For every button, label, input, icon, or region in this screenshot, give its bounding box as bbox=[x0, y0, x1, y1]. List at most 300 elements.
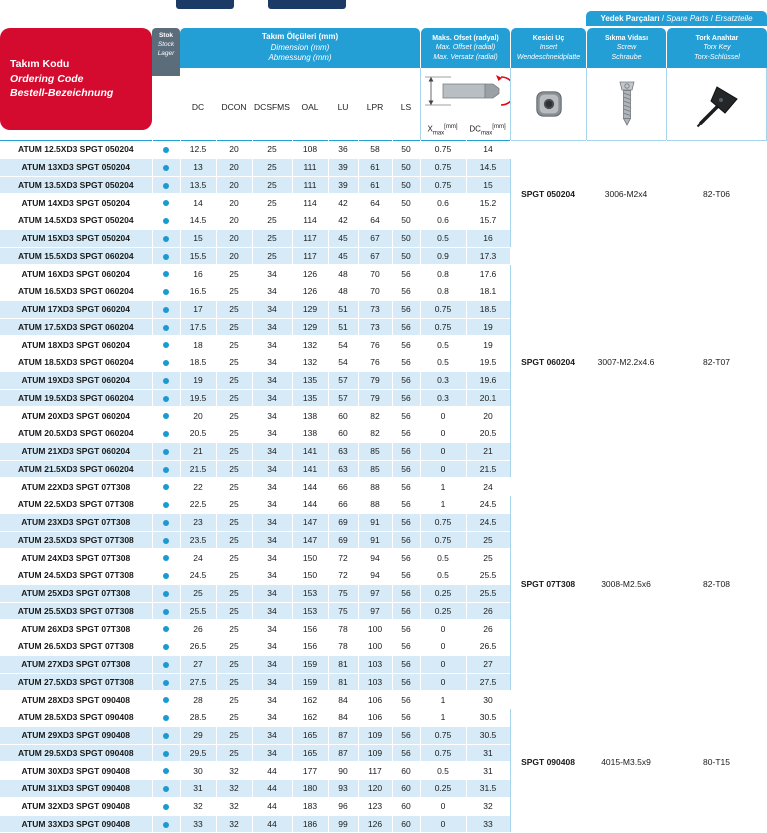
xmax-cell: 0 bbox=[420, 815, 466, 833]
stock-cell bbox=[152, 300, 180, 318]
dcsfms-cell: 34 bbox=[252, 691, 292, 709]
lu-cell: 54 bbox=[328, 354, 358, 372]
dcmax-base: DC bbox=[469, 124, 481, 134]
ls-cell: 56 bbox=[392, 300, 420, 318]
dcmax-cell: 25 bbox=[466, 549, 510, 567]
xmax-sub: max bbox=[432, 130, 445, 137]
ls-cell: 56 bbox=[392, 318, 420, 336]
dcmax-cell: 19 bbox=[466, 318, 510, 336]
lu-cell: 69 bbox=[328, 513, 358, 531]
stock-cell bbox=[152, 744, 180, 762]
stock-cell bbox=[152, 620, 180, 638]
dc-cell: 13.5 bbox=[180, 176, 216, 194]
stock-dot bbox=[163, 307, 169, 313]
col-label-lu: LU bbox=[337, 102, 349, 112]
dcsfms-cell: 34 bbox=[252, 336, 292, 354]
col-label-ls: LS bbox=[400, 102, 412, 112]
lpr-cell: 67 bbox=[358, 247, 392, 265]
xmax-cell: 0 bbox=[420, 620, 466, 638]
lu-cell: 81 bbox=[328, 655, 358, 673]
lu-cell: 75 bbox=[328, 584, 358, 602]
tool-code-cell: ATUM 18.5XD3 SPGT 060204 bbox=[0, 354, 152, 372]
dcmax-cell: 21 bbox=[466, 442, 510, 460]
stock-cell bbox=[152, 531, 180, 549]
lpr-cell: 94 bbox=[358, 567, 392, 585]
stock-cell bbox=[152, 602, 180, 620]
lpr-cell: 79 bbox=[358, 389, 392, 407]
dcon-cell: 25 bbox=[216, 744, 252, 762]
dcon-cell: 25 bbox=[216, 460, 252, 478]
oal-cell: 138 bbox=[292, 425, 328, 443]
stock-dot bbox=[163, 697, 169, 703]
ls-cell: 56 bbox=[392, 283, 420, 301]
dcmax-cell: 25 bbox=[466, 531, 510, 549]
stock-dot bbox=[163, 325, 169, 331]
lu-cell: 66 bbox=[328, 478, 358, 496]
lpr-cell: 61 bbox=[358, 176, 392, 194]
ls-cell: 56 bbox=[392, 442, 420, 460]
lu-cell: 57 bbox=[328, 389, 358, 407]
dcsfms-cell: 34 bbox=[252, 354, 292, 372]
dcsfms-cell: 34 bbox=[252, 513, 292, 531]
tool-code-cell: ATUM 22XD3 SPGT 07T308 bbox=[0, 478, 152, 496]
oal-cell: 135 bbox=[292, 389, 328, 407]
dcmax-cell: 24.5 bbox=[466, 496, 510, 514]
dcmax-cell: 26.5 bbox=[466, 638, 510, 656]
dcsfms-cell: 44 bbox=[252, 797, 292, 815]
tool-code-cell: ATUM 16.5XD3 SPGT 060204 bbox=[0, 283, 152, 301]
ls-cell: 56 bbox=[392, 354, 420, 372]
insert-cell: SPGT 060204 bbox=[510, 247, 586, 478]
dcon-cell: 32 bbox=[216, 780, 252, 798]
screw-label-de: Schraube bbox=[611, 53, 642, 61]
tool-code-cell: ATUM 13XD3 SPGT 050204 bbox=[0, 158, 152, 176]
tool-code-cell: ATUM 18XD3 SPGT 060204 bbox=[0, 336, 152, 354]
oal-cell: 114 bbox=[292, 212, 328, 230]
stock-cell bbox=[152, 478, 180, 496]
xmax-cell: 0.6 bbox=[420, 212, 466, 230]
oal-cell: 126 bbox=[292, 283, 328, 301]
stock-cell bbox=[152, 797, 180, 815]
stock-cell bbox=[152, 726, 180, 744]
dcon-cell: 25 bbox=[216, 318, 252, 336]
torx-cell: 82-T06 bbox=[666, 141, 767, 248]
dc-cell: 25 bbox=[180, 584, 216, 602]
xmax-cell: 0.5 bbox=[420, 567, 466, 585]
insert-icon bbox=[534, 89, 564, 119]
ordering-code-header bbox=[0, 28, 152, 130]
xmax-cell: 0.75 bbox=[420, 158, 466, 176]
dcon-cell: 25 bbox=[216, 478, 252, 496]
lu-cell: 69 bbox=[328, 531, 358, 549]
dcon-cell: 25 bbox=[216, 354, 252, 372]
clipped-tab bbox=[176, 0, 234, 9]
ls-cell: 50 bbox=[392, 247, 420, 265]
oal-cell: 111 bbox=[292, 158, 328, 176]
dcsfms-cell: 34 bbox=[252, 602, 292, 620]
offset-label-tr: Maks. Ofset (radyal) bbox=[432, 35, 499, 43]
dcsfms-cell: 34 bbox=[252, 673, 292, 691]
xmax-cell: 0.25 bbox=[420, 602, 466, 620]
dcsfms-cell: 34 bbox=[252, 531, 292, 549]
dcsfms-cell: 34 bbox=[252, 567, 292, 585]
screw-label-en: Screw bbox=[616, 44, 637, 52]
xmax-cell: 0.75 bbox=[420, 318, 466, 336]
stock-dot bbox=[163, 378, 169, 384]
tool-code-cell: ATUM 28.5XD3 SPGT 090408 bbox=[0, 709, 152, 727]
lu-cell: 87 bbox=[328, 726, 358, 744]
tool-code-cell: ATUM 20.5XD3 SPGT 060204 bbox=[0, 425, 152, 443]
oal-cell: 135 bbox=[292, 371, 328, 389]
lu-cell: 78 bbox=[328, 638, 358, 656]
lu-cell: 63 bbox=[328, 442, 358, 460]
dcon-cell: 25 bbox=[216, 425, 252, 443]
stock-dot bbox=[163, 520, 169, 526]
dcon-cell: 25 bbox=[216, 726, 252, 744]
screw-icon bbox=[617, 81, 637, 127]
ls-cell: 50 bbox=[392, 212, 420, 230]
dcon-cell: 20 bbox=[216, 212, 252, 230]
dcmax-cell: 14 bbox=[466, 141, 510, 159]
screw-icon-zone bbox=[586, 68, 666, 140]
stock-cell bbox=[152, 709, 180, 727]
lu-cell: 75 bbox=[328, 602, 358, 620]
ls-cell: 56 bbox=[392, 691, 420, 709]
xmax-cell: 1 bbox=[420, 709, 466, 727]
lpr-cell: 73 bbox=[358, 318, 392, 336]
dc-cell: 17 bbox=[180, 300, 216, 318]
dcon-cell: 25 bbox=[216, 442, 252, 460]
lu-cell: 42 bbox=[328, 194, 358, 212]
stock-dot bbox=[163, 715, 169, 721]
ls-cell: 56 bbox=[392, 638, 420, 656]
lu-cell: 42 bbox=[328, 212, 358, 230]
ls-cell: 56 bbox=[392, 371, 420, 389]
ordering-table-body bbox=[0, 141, 767, 833]
oal-cell: 180 bbox=[292, 780, 328, 798]
dcsfms-cell: 34 bbox=[252, 425, 292, 443]
dcmax-cell: 31 bbox=[466, 744, 510, 762]
dc-cell: 29 bbox=[180, 726, 216, 744]
stock-dot bbox=[163, 733, 169, 739]
stock-cell bbox=[152, 407, 180, 425]
dcmax-cell: 31.5 bbox=[466, 780, 510, 798]
stock-dot bbox=[163, 218, 169, 224]
dcmax-cell: 27.5 bbox=[466, 673, 510, 691]
table-row bbox=[0, 141, 767, 159]
oal-cell: 177 bbox=[292, 762, 328, 780]
dcon-cell: 25 bbox=[216, 709, 252, 727]
dcmax-cell: 20 bbox=[466, 407, 510, 425]
insert-header bbox=[511, 28, 586, 68]
tool-code-cell: ATUM 21XD3 SPGT 060204 bbox=[0, 442, 152, 460]
xmax-cell: 0 bbox=[420, 407, 466, 425]
tool-code-cell: ATUM 23XD3 SPGT 07T308 bbox=[0, 513, 152, 531]
oal-cell: 165 bbox=[292, 726, 328, 744]
xmax-cell: 0.8 bbox=[420, 265, 466, 283]
stock-dot bbox=[163, 183, 169, 189]
stock-cell bbox=[152, 229, 180, 247]
stock-dot bbox=[163, 573, 169, 579]
dcsfms-cell: 44 bbox=[252, 762, 292, 780]
ls-cell: 56 bbox=[392, 744, 420, 762]
col-label-dcon: DCON bbox=[221, 102, 247, 112]
stock-cell bbox=[152, 815, 180, 833]
dc-cell: 19.5 bbox=[180, 389, 216, 407]
ls-cell: 60 bbox=[392, 780, 420, 798]
stock-dot bbox=[163, 786, 169, 792]
stock-header bbox=[152, 28, 180, 76]
torx-cell: 82-T07 bbox=[666, 247, 767, 478]
lpr-cell: 100 bbox=[358, 620, 392, 638]
torx-key-icon-zone bbox=[666, 68, 767, 140]
stock-cell bbox=[152, 283, 180, 301]
lpr-cell: 61 bbox=[358, 158, 392, 176]
lu-cell: 60 bbox=[328, 407, 358, 425]
screw-header bbox=[587, 28, 666, 68]
xmax-base: X bbox=[427, 124, 433, 134]
tool-code-cell: ATUM 12.5XD3 SPGT 050204 bbox=[0, 141, 152, 159]
lpr-cell: 58 bbox=[358, 141, 392, 159]
dc-cell: 30 bbox=[180, 762, 216, 780]
dc-cell: 15 bbox=[180, 229, 216, 247]
dcon-cell: 32 bbox=[216, 762, 252, 780]
dcsfms-cell: 34 bbox=[252, 620, 292, 638]
dc-cell: 23.5 bbox=[180, 531, 216, 549]
tool-code-cell: ATUM 13.5XD3 SPGT 050204 bbox=[0, 176, 152, 194]
clipped-tab bbox=[268, 0, 346, 9]
ls-cell: 56 bbox=[392, 726, 420, 744]
stock-dot bbox=[163, 147, 169, 153]
dcmax-cell: 25.5 bbox=[466, 567, 510, 585]
offset-label-en: Max. Offset (radial) bbox=[435, 44, 496, 52]
stock-dot bbox=[163, 271, 169, 277]
ls-cell: 50 bbox=[392, 229, 420, 247]
dcon-cell: 25 bbox=[216, 655, 252, 673]
dcmax-cell: 27 bbox=[466, 655, 510, 673]
dcmax-cell: 15.7 bbox=[466, 212, 510, 230]
dc-cell: 13 bbox=[180, 158, 216, 176]
stock-cell bbox=[152, 496, 180, 514]
dcmax-cell: 19.5 bbox=[466, 354, 510, 372]
dimensions-label-tr: Takım Ölçüleri (mm) bbox=[261, 32, 339, 42]
dc-cell: 26 bbox=[180, 620, 216, 638]
tool-code-cell: ATUM 22.5XD3 SPGT 07T308 bbox=[0, 496, 152, 514]
stock-cell bbox=[152, 141, 180, 159]
col-label-dc: DC bbox=[191, 102, 205, 112]
lpr-cell: 103 bbox=[358, 673, 392, 691]
dcon-cell: 25 bbox=[216, 371, 252, 389]
xmax-cell: 0.75 bbox=[420, 300, 466, 318]
dcon-cell: 25 bbox=[216, 691, 252, 709]
dc-cell: 23 bbox=[180, 513, 216, 531]
dcsfms-cell: 34 bbox=[252, 371, 292, 389]
col-label-oal: OAL bbox=[301, 102, 319, 112]
dcmax-cell: 21.5 bbox=[466, 460, 510, 478]
table-row bbox=[0, 691, 767, 709]
tool-code-cell: ATUM 30XD3 SPGT 090408 bbox=[0, 762, 152, 780]
torx-label-tr: Tork Anahtar bbox=[695, 35, 739, 43]
dcmax-unit: [mm] bbox=[492, 124, 506, 130]
xmax-cell: 1 bbox=[420, 691, 466, 709]
dcmax-cell: 18.1 bbox=[466, 283, 510, 301]
ls-cell: 56 bbox=[392, 496, 420, 514]
dc-cell: 24 bbox=[180, 549, 216, 567]
stock-dot bbox=[163, 467, 169, 473]
stock-cell bbox=[152, 247, 180, 265]
dcsfms-cell: 34 bbox=[252, 478, 292, 496]
ls-cell: 56 bbox=[392, 620, 420, 638]
stock-dot bbox=[163, 662, 169, 668]
torx-key-icon bbox=[695, 79, 739, 129]
dcsfms-cell: 34 bbox=[252, 496, 292, 514]
oal-cell: 159 bbox=[292, 673, 328, 691]
xmax-cell: 0.3 bbox=[420, 371, 466, 389]
ordering-table bbox=[0, 140, 767, 833]
stock-dot bbox=[163, 804, 169, 810]
ordering-code-label-tr: Takım Kodu bbox=[10, 57, 70, 70]
stock-dot bbox=[163, 768, 169, 774]
dcon-cell: 25 bbox=[216, 567, 252, 585]
stock-dot bbox=[163, 254, 169, 260]
stock-cell bbox=[152, 584, 180, 602]
stock-cell bbox=[152, 425, 180, 443]
dcsfms-cell: 44 bbox=[252, 815, 292, 833]
dcmax-cell: 20.1 bbox=[466, 389, 510, 407]
xmax-cell: 0.8 bbox=[420, 283, 466, 301]
tool-code-cell: ATUM 19XD3 SPGT 060204 bbox=[0, 371, 152, 389]
oal-cell: 153 bbox=[292, 584, 328, 602]
oal-cell: 138 bbox=[292, 407, 328, 425]
oal-cell: 147 bbox=[292, 513, 328, 531]
dcmax-cell: 24.5 bbox=[466, 513, 510, 531]
lpr-cell: 120 bbox=[358, 780, 392, 798]
stock-cell bbox=[152, 318, 180, 336]
col-label-lpr: LPR bbox=[366, 102, 384, 112]
dc-cell: 24.5 bbox=[180, 567, 216, 585]
dcsfms-cell: 34 bbox=[252, 584, 292, 602]
stock-cell bbox=[152, 673, 180, 691]
lpr-cell: 73 bbox=[358, 300, 392, 318]
stock-cell bbox=[152, 549, 180, 567]
xmax-cell: 0.75 bbox=[420, 726, 466, 744]
dcon-cell: 20 bbox=[216, 141, 252, 159]
dcmax-column-label bbox=[465, 118, 510, 138]
oal-cell: 141 bbox=[292, 460, 328, 478]
insert-label-en: Insert bbox=[539, 44, 558, 52]
lu-cell: 84 bbox=[328, 691, 358, 709]
screw-label-tr: Sıkma Vidası bbox=[604, 35, 649, 43]
ls-cell: 60 bbox=[392, 762, 420, 780]
dc-cell: 15.5 bbox=[180, 247, 216, 265]
lu-cell: 48 bbox=[328, 283, 358, 301]
dcon-cell: 32 bbox=[216, 815, 252, 833]
dcon-cell: 25 bbox=[216, 620, 252, 638]
dc-cell: 16 bbox=[180, 265, 216, 283]
lpr-cell: 76 bbox=[358, 336, 392, 354]
dcsfms-cell: 25 bbox=[252, 212, 292, 230]
oal-cell: 165 bbox=[292, 744, 328, 762]
dcon-cell: 25 bbox=[216, 584, 252, 602]
lpr-cell: 85 bbox=[358, 442, 392, 460]
stock-label-tr: Stok bbox=[158, 32, 174, 39]
dc-cell: 32 bbox=[180, 797, 216, 815]
dcon-cell: 25 bbox=[216, 513, 252, 531]
dcon-cell: 25 bbox=[216, 496, 252, 514]
tool-code-cell: ATUM 15XD3 SPGT 050204 bbox=[0, 229, 152, 247]
dcsfms-cell: 25 bbox=[252, 158, 292, 176]
tool-code-cell: ATUM 17.5XD3 SPGT 060204 bbox=[0, 318, 152, 336]
dcon-cell: 20 bbox=[216, 158, 252, 176]
stock-dot bbox=[163, 342, 169, 348]
dcsfms-cell: 34 bbox=[252, 300, 292, 318]
xmax-cell: 0.75 bbox=[420, 513, 466, 531]
ls-cell: 56 bbox=[392, 265, 420, 283]
dc-cell: 22 bbox=[180, 478, 216, 496]
lpr-cell: 97 bbox=[358, 602, 392, 620]
stock-cell bbox=[152, 762, 180, 780]
dcmax-cell: 15 bbox=[466, 176, 510, 194]
dc-cell: 12.5 bbox=[180, 141, 216, 159]
stock-dot bbox=[163, 538, 169, 544]
lpr-cell: 91 bbox=[358, 531, 392, 549]
dcsfms-cell: 25 bbox=[252, 229, 292, 247]
lpr-cell: 79 bbox=[358, 371, 392, 389]
oal-cell: 111 bbox=[292, 176, 328, 194]
stock-dot bbox=[163, 165, 169, 171]
stock-cell bbox=[152, 176, 180, 194]
stock-cell bbox=[152, 194, 180, 212]
lpr-cell: 82 bbox=[358, 407, 392, 425]
xmax-cell: 0.75 bbox=[420, 141, 466, 159]
lu-cell: 93 bbox=[328, 780, 358, 798]
ls-cell: 56 bbox=[392, 513, 420, 531]
xmax-cell: 0.5 bbox=[420, 229, 466, 247]
dc-cell: 18.5 bbox=[180, 354, 216, 372]
lpr-cell: 88 bbox=[358, 478, 392, 496]
ls-cell: 56 bbox=[392, 389, 420, 407]
ls-cell: 56 bbox=[392, 460, 420, 478]
lu-cell: 51 bbox=[328, 318, 358, 336]
dc-cell: 14 bbox=[180, 194, 216, 212]
stock-dot bbox=[163, 591, 169, 597]
lu-cell: 57 bbox=[328, 371, 358, 389]
stock-cell bbox=[152, 336, 180, 354]
dcmax-cell: 24 bbox=[466, 478, 510, 496]
ordering-code-label-en: Ordering Code bbox=[10, 72, 84, 85]
dcmax-cell: 18.5 bbox=[466, 300, 510, 318]
screw-cell: 4015-M3.5x9 bbox=[586, 691, 666, 833]
ls-cell: 50 bbox=[392, 194, 420, 212]
dcmax-cell: 14.5 bbox=[466, 158, 510, 176]
lpr-cell: 67 bbox=[358, 229, 392, 247]
tool-code-cell: ATUM 29.5XD3 SPGT 090408 bbox=[0, 744, 152, 762]
xmax-cell: 1 bbox=[420, 478, 466, 496]
lu-cell: 45 bbox=[328, 229, 358, 247]
lpr-cell: 109 bbox=[358, 726, 392, 744]
dc-cell: 18 bbox=[180, 336, 216, 354]
dcsfms-cell: 34 bbox=[252, 709, 292, 727]
dcon-cell: 25 bbox=[216, 531, 252, 549]
insert-cell: SPGT 07T308 bbox=[510, 478, 586, 691]
ls-cell: 56 bbox=[392, 602, 420, 620]
dimensions-label-en: Dimension (mm) bbox=[270, 42, 330, 52]
stock-dot bbox=[163, 644, 169, 650]
tool-code-cell: ATUM 25.5XD3 SPGT 07T308 bbox=[0, 602, 152, 620]
stock-cell bbox=[152, 354, 180, 372]
dc-cell: 19 bbox=[180, 371, 216, 389]
tool-code-cell: ATUM 14XD3 SPGT 050204 bbox=[0, 194, 152, 212]
